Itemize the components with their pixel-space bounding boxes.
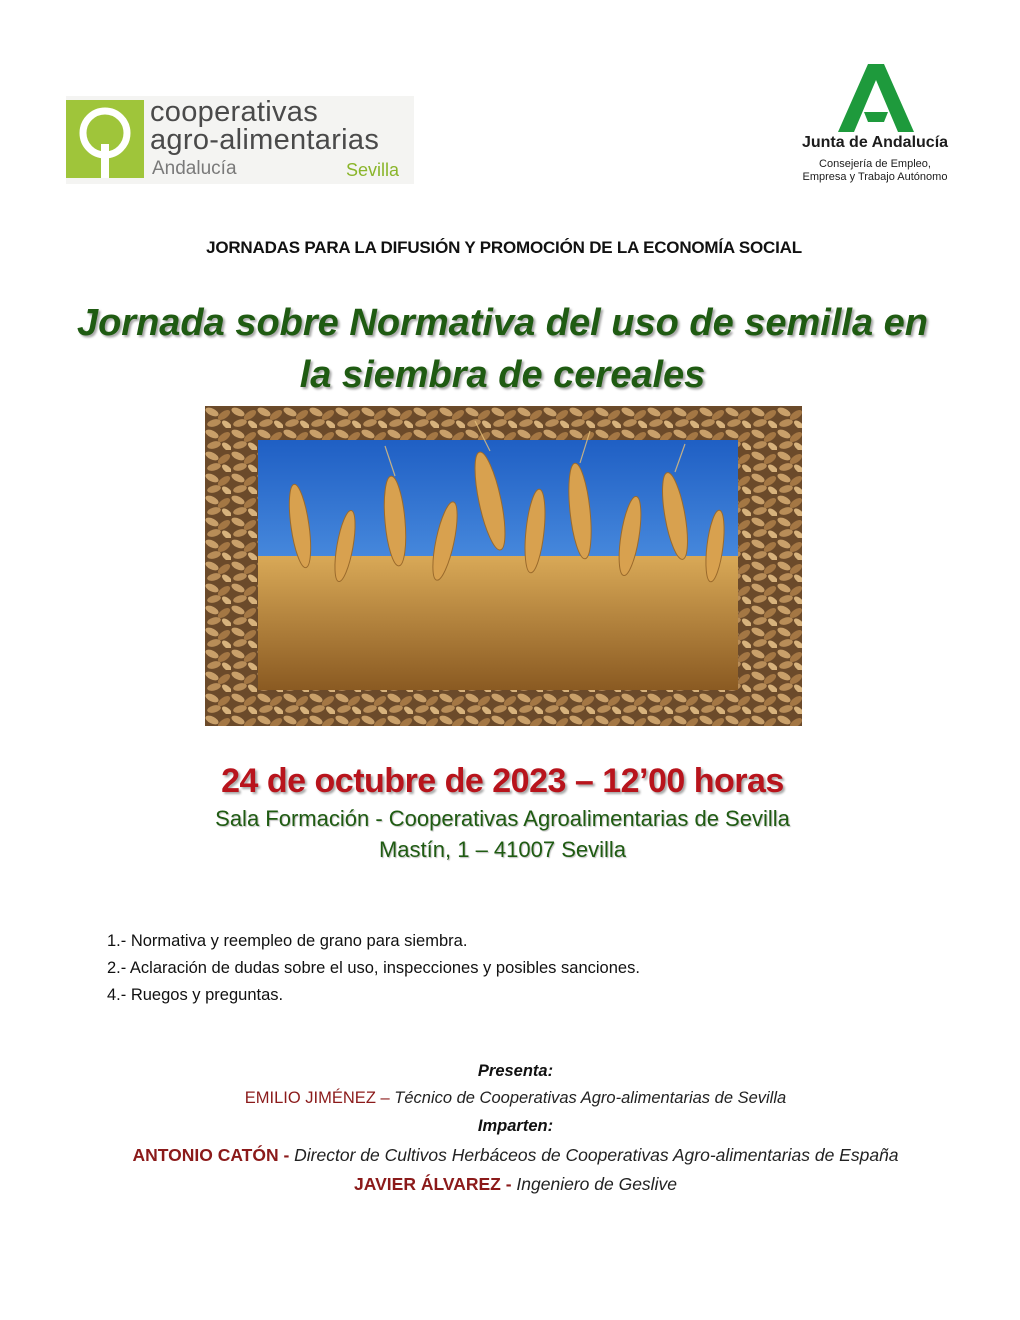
agenda-item: 2.- Aclaración de dudas sobre el uso, inspecciones y posibles sanciones. bbox=[107, 959, 640, 977]
event-datetime: 24 de octubre de 2023 – 12’00 horas bbox=[221, 762, 784, 800]
event-title-line1: Jornada sobre Normativa del uso de semilla en bbox=[76, 302, 929, 344]
agenda-item: 4.- Ruegos y preguntas. bbox=[107, 986, 284, 1004]
agenda-list bbox=[107, 930, 640, 1011]
presenter-name: EMILIO JIMÉNEZ bbox=[244, 1089, 376, 1107]
presenter-separator: – bbox=[375, 1089, 395, 1107]
presenter-line bbox=[0, 1089, 1020, 1108]
junta-department-line1: Consejería de Empleo, bbox=[819, 158, 931, 170]
coop-logo-line1: cooperativas bbox=[150, 96, 319, 128]
program-header: JORNADAS PARA LA DIFUSIÓN Y PROMOCIÓN DE LA ECONOMÍA SOCIAL bbox=[206, 238, 802, 257]
speaker-line bbox=[0, 1174, 1020, 1195]
tree-logo-icon bbox=[66, 100, 144, 178]
wheat-field-image bbox=[205, 406, 802, 726]
presenta-label: Presenta: bbox=[477, 1062, 554, 1080]
venue-address: Mastín, 1 – 41007 Sevilla bbox=[378, 837, 627, 862]
speaker-role: Ingeniero de Geslive bbox=[511, 1174, 677, 1194]
cooperativas-logo bbox=[66, 96, 414, 184]
junta-a-logo-icon bbox=[838, 64, 914, 132]
coop-logo-region: Andalucía bbox=[152, 158, 237, 179]
agenda-item: 1.- Normativa y reempleo de grano para siembra. bbox=[107, 932, 468, 950]
speaker-line bbox=[0, 1145, 1020, 1166]
junta-name: Junta de Andalucía bbox=[801, 134, 949, 151]
speaker-name: JAVIER ÁLVAREZ - bbox=[354, 1174, 512, 1194]
coop-logo-line2: agro-alimentarias bbox=[150, 124, 380, 156]
speaker-name: ANTONIO CATÓN - bbox=[132, 1145, 290, 1165]
junta-department-line2: Empresa y Trabajo Autónomo bbox=[802, 171, 948, 183]
event-title-line2: la siembra de cereales bbox=[299, 354, 706, 396]
venue-line1: Sala Formación - Cooperativas Agroalimentarias de Sevilla bbox=[215, 806, 790, 831]
imparten-label: Imparten: bbox=[477, 1117, 554, 1135]
speaker-role: Director de Cultivos Herbáceos de Cooperativas Agro-alimentarias de España bbox=[289, 1145, 899, 1165]
coop-logo-city: Sevilla bbox=[346, 160, 400, 180]
presenter-role: Técnico de Cooperativas Agro-alimentarias de Sevilla bbox=[394, 1089, 787, 1107]
